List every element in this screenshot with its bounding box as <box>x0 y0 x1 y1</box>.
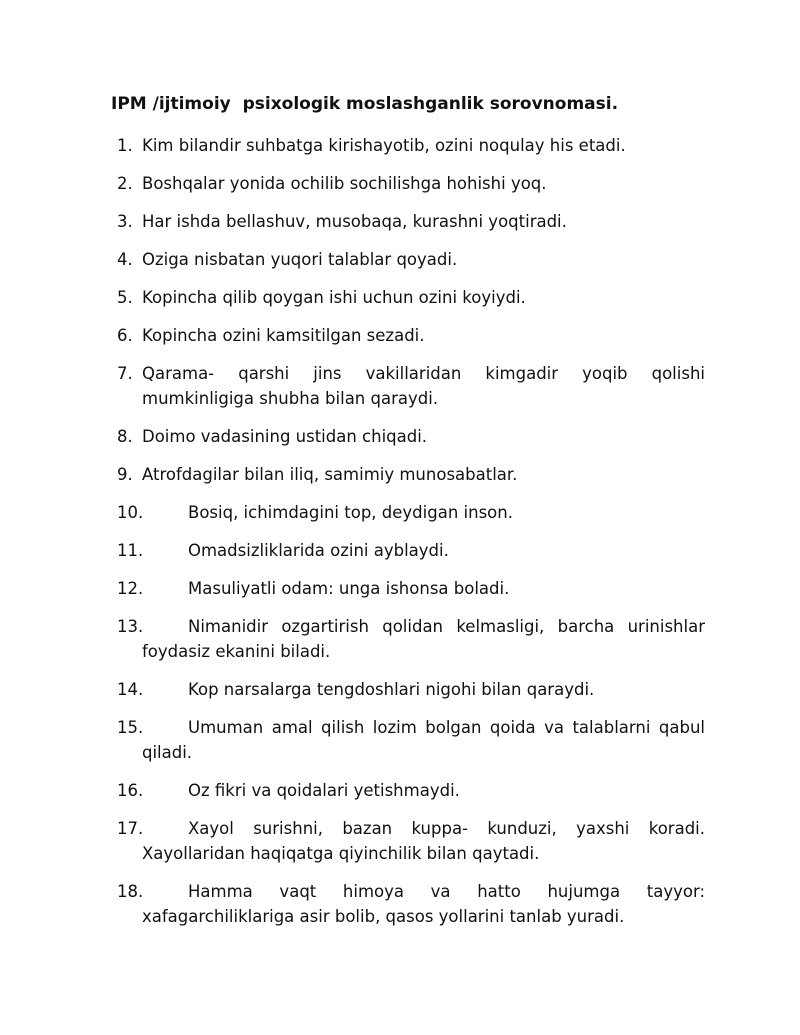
item-text: Kop narsalarga tengdoshlari nigohi bilan qaraydi. <box>188 680 595 699</box>
list-item <box>117 879 705 929</box>
item-text: Omadsizliklarida ozini ayblaydi. <box>188 541 449 560</box>
item-text: Hamma vaqt himoya va hatto hujumga tayyor: <box>188 882 705 901</box>
list-item <box>117 424 705 449</box>
list-item <box>117 133 705 158</box>
item-text: Umuman amal qilish lozim bolgan qoida va talablarni qabul <box>188 718 705 737</box>
item-text: Kopincha ozini kamsitilgan sezadi. <box>142 326 425 345</box>
item-number: 10. <box>117 503 144 522</box>
item-number: 14. <box>117 680 144 699</box>
item-text: Atrofdagilar bilan iliq, samimiy munosabatlar. <box>142 465 518 484</box>
item-text: Har ishda bellashuv, musobaqa, kurashni yoqtiradi. <box>142 212 567 231</box>
list-item <box>117 323 705 348</box>
list-item <box>117 171 705 196</box>
item-text: Qarama- qarshi jins vakillaridan kimgadir yoqib qolishi <box>142 364 705 383</box>
item-text: Doimo vadasining ustidan chiqadi. <box>142 427 428 446</box>
item-number: 4. <box>117 250 133 269</box>
list-item <box>117 285 705 310</box>
item-text: Oziga nisbatan yuqori talablar qoyadi. <box>142 250 458 269</box>
item-text-continued: xafagarchiliklariga asir bolib, qasos yollarini tanlab yuradi. <box>142 907 625 926</box>
item-number: 5. <box>117 288 133 307</box>
list-item <box>117 462 705 487</box>
item-text: Xayol surishni, bazan kuppa- kunduzi, yaxshi koradi. <box>188 819 705 838</box>
item-text-continued: mumkinligiga shubha bilan qaraydi. <box>142 389 439 408</box>
item-text: Bosiq, ichimdagini top, deydigan inson. <box>188 503 513 522</box>
list-item <box>117 715 705 765</box>
item-text-continued: qiladi. <box>142 743 193 762</box>
item-number: 18. <box>117 882 144 901</box>
item-number: 3. <box>117 212 133 231</box>
item-number: 11. <box>117 541 144 560</box>
list-item <box>117 816 705 866</box>
item-text: Kopincha qilib qoygan ishi uchun ozini koyiydi. <box>142 288 526 307</box>
item-number: 17. <box>117 819 144 838</box>
list-item <box>117 361 705 411</box>
item-text: Masuliyatli odam: unga ishonsa boladi. <box>188 579 510 598</box>
item-number: 7. <box>117 364 133 383</box>
item-text-continued: Xayollaridan haqiqatga qiyinchilik bilan qaytadi. <box>142 844 540 863</box>
item-text: Kim bilandir suhbatga kirishayotib, ozini noqulay his etadi. <box>142 136 626 155</box>
list-item <box>117 614 705 664</box>
document-title: IPM /ijtimoiy psixologik moslashganlik sorovnomasi. <box>111 94 619 114</box>
item-number: 12. <box>117 579 144 598</box>
item-number: 15. <box>117 718 144 737</box>
item-number: 8. <box>117 427 133 446</box>
item-text: Nimanidir ozgartirish qolidan kelmasligi, barcha urinishlar <box>188 617 705 636</box>
item-text: Oz fikri va qoidalari yetishmaydi. <box>188 781 460 800</box>
list-item <box>117 209 705 234</box>
item-number: 1. <box>117 136 133 155</box>
item-text: Boshqalar yonida ochilib sochilishga hohishi yoq. <box>142 174 547 193</box>
item-number: 6. <box>117 326 133 345</box>
item-number: 16. <box>117 781 144 800</box>
item-number: 13. <box>117 617 144 636</box>
item-text-continued: foydasiz ekanini biladi. <box>142 642 331 661</box>
list-item <box>117 247 705 272</box>
item-number: 2. <box>117 174 133 193</box>
item-number: 9. <box>117 465 133 484</box>
